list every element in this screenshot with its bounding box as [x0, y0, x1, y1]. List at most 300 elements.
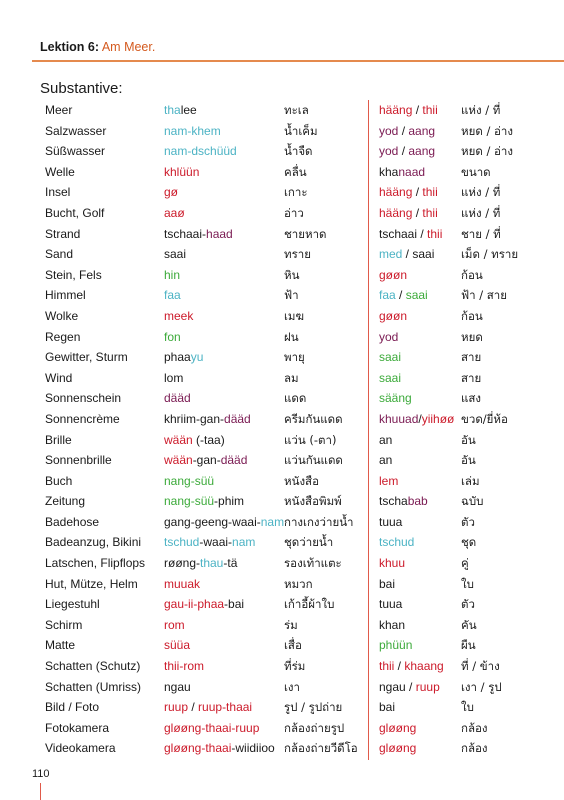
german-word: Latschen, Flipflops [45, 556, 146, 571]
thai-classifier: อัน [461, 453, 476, 468]
thai-word: รูป / รูปถ่าย [284, 700, 343, 715]
classifier-transliteration-segment: / [412, 205, 423, 220]
thai-classifier: กล้อง [461, 741, 488, 756]
classifier-transliteration-segment: thii [379, 659, 395, 674]
vocab-row [0, 594, 564, 615]
classifier-transliteration [379, 224, 442, 245]
vocab-row [0, 656, 564, 677]
thai-word: เก้าอี้ผ้าใบ [284, 597, 335, 612]
transliteration-segment: nang-süü [164, 473, 215, 488]
german-word: Schatten (Umriss) [45, 679, 142, 694]
thai-word: ทะเล [284, 103, 309, 117]
vocab-row [0, 347, 564, 368]
transliteration-segment: phaa [164, 350, 191, 365]
german-word: Liegestuhl [45, 597, 100, 612]
thai-classifier: ก้อน [461, 308, 483, 323]
vocab-row [0, 635, 564, 656]
transliteration-segment: thau [200, 556, 224, 571]
classifier-transliteration-segment: bai [379, 700, 396, 715]
transliteration-segment: ngau [164, 679, 191, 694]
transliteration-segment: røøng- [164, 556, 200, 571]
german-word: Brille [45, 432, 72, 447]
classifier-transliteration [379, 368, 401, 389]
thai-word: อ่าว [284, 205, 304, 220]
vocab-row [0, 491, 564, 512]
transliteration-segment: tha [164, 103, 181, 117]
classifier-transliteration [379, 430, 392, 451]
thai-classifier: ผืน [461, 638, 476, 653]
transliteration [164, 224, 233, 245]
transliteration-segment: -wiidiioo [231, 741, 275, 756]
german-word: Schirm [45, 617, 83, 632]
classifier-transliteration [379, 471, 398, 492]
classifier-transliteration-segment: faa [379, 288, 396, 303]
classifier-transliteration [379, 615, 405, 636]
classifier-transliteration-segment: bai [379, 576, 396, 591]
transliteration-segment: nam [232, 535, 256, 550]
thai-classifier: ขวด/ยี่ห้อ [461, 411, 508, 426]
thai-classifier: เงา / รูป [461, 679, 502, 694]
transliteration-segment: muuak [164, 576, 201, 591]
thai-word: ชายหาด [284, 226, 327, 241]
classifier-transliteration [379, 656, 444, 677]
vocab-row [0, 182, 564, 203]
section-title: Substantive: [40, 80, 123, 97]
transliteration-segment: - [199, 535, 204, 550]
thai-classifier: ขนาด [461, 164, 491, 179]
classifier-transliteration-segment: khuu [379, 556, 406, 571]
classifier-transliteration-segment: bab [407, 494, 428, 509]
thai-classifier: เล่ม [461, 473, 480, 488]
transliteration-segment: süüa [164, 638, 191, 653]
classifier-transliteration-segment: an [379, 432, 393, 447]
transliteration [164, 368, 183, 389]
classifier-transliteration [379, 553, 405, 574]
transliteration [164, 265, 180, 286]
classifier-transliteration-segment: tschaai [379, 226, 418, 241]
thai-classifier: ชุด [461, 535, 477, 550]
thai-word: คลื่น [284, 164, 307, 179]
classifier-transliteration-segment: saai [405, 288, 428, 303]
transliteration-segment: lom [164, 370, 184, 385]
vocab-row [0, 306, 564, 327]
german-word: Wolke [45, 308, 79, 323]
thai-word: ทราย [284, 247, 311, 262]
thai-classifier: สาย [461, 350, 482, 365]
thai-classifier: ใบ [461, 700, 474, 715]
thai-word: แดด [284, 391, 307, 406]
transliteration-segment: waai- [232, 514, 261, 529]
thai-classifier: ตัว [461, 597, 475, 612]
classifier-transliteration-segment: / [412, 103, 423, 117]
vocab-row [0, 368, 564, 389]
transliteration-segment: faa [164, 288, 181, 303]
thai-word: เกาะ [284, 185, 308, 200]
transliteration-segment: nam [260, 514, 285, 529]
transliteration-segment: ruup-thaai [198, 700, 253, 715]
thai-word: กล้องถ่ายวีดีโอ [284, 741, 358, 756]
transliteration-segment: gang-geeng- [164, 514, 233, 529]
transliteration [164, 244, 186, 265]
thai-classifier: ตัว [461, 514, 475, 529]
classifier-transliteration [379, 203, 438, 224]
classifier-transliteration-segment: yod [379, 144, 399, 159]
vocab-row [0, 450, 564, 471]
classifier-transliteration-segment: thii [422, 103, 438, 117]
classifier-transliteration [379, 141, 435, 162]
thai-word: กางเกงว่ายน้ำ [284, 514, 354, 529]
transliteration [164, 697, 252, 718]
thai-classifier: แสง [461, 391, 482, 406]
classifier-transliteration [379, 574, 395, 595]
transliteration-segment: -gan- [192, 453, 221, 468]
classifier-transliteration-segment: sääng [379, 391, 412, 406]
classifier-transliteration-segment: tschud [379, 535, 415, 550]
german-word: Süßwasser [45, 144, 106, 159]
thai-classifier: อัน [461, 432, 476, 447]
thai-classifier: เม็ด / ทราย [461, 247, 519, 262]
vocab-row [0, 471, 564, 492]
transliteration [164, 738, 275, 759]
transliteration-segment: khlüün [164, 164, 200, 179]
classifier-transliteration-segment: gløøng [379, 720, 417, 735]
classifier-transliteration [379, 388, 412, 409]
thai-word: แว่นกันแดด [284, 453, 343, 468]
vocab-row [0, 224, 564, 245]
classifier-transliteration-segment: / [417, 226, 428, 241]
classifier-transliteration [379, 512, 402, 533]
thai-classifier: คัน [461, 617, 477, 632]
classifier-transliteration-segment: / [412, 185, 423, 200]
classifier-transliteration-segment: hääng [379, 205, 413, 220]
thai-word: หนังสือพิมพ์ [284, 494, 342, 509]
thai-classifier: หยด / อ่าง [461, 123, 513, 138]
german-word: Gewitter, Sturm [45, 350, 128, 365]
thai-word: เงา [284, 679, 301, 694]
classifier-transliteration [379, 121, 435, 142]
classifier-transliteration-segment: med [379, 247, 403, 262]
classifier-transliteration [379, 265, 407, 286]
transliteration [164, 347, 203, 368]
thai-word: ฟ้า [284, 288, 299, 303]
transliteration-segment: haad [206, 226, 233, 241]
vocab-row [0, 718, 564, 739]
classifier-transliteration [379, 409, 454, 430]
german-word: Bucht, Golf [45, 205, 105, 220]
classifier-transliteration-segment: khan [379, 617, 406, 632]
classifier-transliteration [379, 100, 438, 121]
transliteration-segment: gau-ii-phaa [164, 597, 225, 612]
classifier-transliteration-segment: khuuad [379, 411, 419, 426]
classifier-transliteration-segment: thii [422, 185, 438, 200]
classifier-transliteration-segment: ruup [415, 679, 440, 694]
classifier-transliteration-segment: / [395, 288, 406, 303]
thai-word: เสื่อ [284, 638, 302, 653]
german-word: Zeitung [45, 494, 86, 509]
transliteration [164, 512, 284, 533]
vocab-row [0, 553, 564, 574]
transliteration-segment: gløøng-thaai [164, 741, 232, 756]
german-word: Insel [45, 185, 71, 200]
vocab-row [0, 677, 564, 698]
classifier-transliteration-segment: / [398, 123, 409, 138]
transliteration-segment: tschaai- [164, 226, 207, 241]
classifier-transliteration-segment: thii [422, 205, 438, 220]
transliteration [164, 388, 191, 409]
classifier-transliteration-segment: tscha [379, 494, 408, 509]
thai-classifier: คู่ [461, 556, 469, 571]
transliteration-segment: lee [180, 103, 197, 117]
transliteration-segment: dääd [220, 453, 248, 468]
transliteration-segment: gløøng-thaai-ruup [164, 720, 260, 735]
thai-word: น้ำเค็ม [284, 123, 318, 138]
german-word: Hut, Mütze, Helm [45, 576, 138, 591]
transliteration-segment: -bai [224, 597, 245, 612]
german-word: Sand [45, 247, 74, 262]
german-word: Wind [45, 370, 73, 385]
classifier-transliteration-segment: naad [398, 164, 426, 179]
vocab-row [0, 615, 564, 636]
classifier-transliteration [379, 491, 428, 512]
german-word: Stein, Fels [45, 267, 102, 282]
german-word: Regen [45, 329, 81, 344]
transliteration [164, 594, 244, 615]
vocab-row [0, 100, 564, 121]
classifier-transliteration-segment: aang [408, 144, 436, 159]
thai-classifier: ก้อน [461, 267, 483, 282]
vocab-row [0, 512, 564, 533]
thai-word: เมฆ [284, 308, 305, 323]
vocab-row [0, 162, 564, 183]
classifier-transliteration-segment: gøøn [379, 267, 408, 282]
transliteration [164, 203, 185, 224]
transliteration [164, 532, 255, 553]
transliteration-segment: (-taa) [192, 432, 225, 447]
page-number: 110 [32, 768, 50, 780]
classifier-transliteration-segment: phüün [379, 638, 413, 653]
german-word: Meer [45, 103, 73, 117]
transliteration-segment: waai- [203, 535, 233, 550]
transliteration-segment: nam-khem [164, 123, 221, 138]
german-word: Welle [45, 164, 75, 179]
classifier-transliteration-segment: hääng [379, 185, 413, 200]
transliteration [164, 430, 225, 451]
transliteration [164, 409, 251, 430]
classifier-transliteration-segment: yod [379, 329, 399, 344]
german-word: Sonnenschein [45, 391, 122, 406]
classifier-transliteration-segment: yiihøø [421, 411, 455, 426]
thai-word: พายุ [284, 350, 305, 365]
classifier-transliteration [379, 718, 416, 739]
vocab-row [0, 141, 564, 162]
classifier-transliteration [379, 285, 428, 306]
classifier-transliteration-segment: / [398, 144, 409, 159]
classifier-transliteration [379, 697, 395, 718]
transliteration-segment: / [188, 700, 199, 715]
classifier-transliteration-segment: / [405, 679, 416, 694]
vocab-row [0, 738, 564, 759]
thai-word: ชุดว่ายน้ำ [284, 535, 334, 550]
lesson-title: Am Meer. [101, 40, 156, 54]
thai-word: หิน [284, 267, 300, 282]
thai-classifier: แห่ง / ที่ [461, 205, 501, 220]
transliteration-segment: gø [164, 185, 179, 200]
transliteration [164, 141, 237, 162]
transliteration [164, 615, 185, 636]
classifier-transliteration-segment: khaang [404, 659, 444, 674]
vocab-row [0, 203, 564, 224]
german-word: Fotokamera [45, 720, 110, 735]
thai-word: แว่น (-ตา) [284, 432, 337, 447]
transliteration-segment: khriim-gan- [164, 411, 225, 426]
classifier-transliteration-segment: thii [427, 226, 443, 241]
classifier-transliteration-segment: saai [379, 350, 402, 365]
thai-classifier: ใบ [461, 576, 474, 591]
thai-word: หมวก [284, 576, 313, 591]
german-word: Sonnencrème [45, 411, 120, 426]
classifier-transliteration-segment: saai [379, 370, 402, 385]
lesson-header [40, 40, 155, 54]
classifier-transliteration [379, 306, 407, 327]
vocab-row [0, 409, 564, 430]
transliteration [164, 450, 247, 471]
german-word: Videokamera [45, 741, 116, 756]
thai-classifier: ชาย / ที่ [461, 226, 501, 241]
transliteration-segment: saai [164, 247, 187, 262]
classifier-transliteration-segment: / [394, 659, 405, 674]
transliteration [164, 327, 181, 348]
classifier-transliteration [379, 450, 392, 471]
classifier-transliteration [379, 738, 416, 759]
german-word: Salzwasser [45, 123, 107, 138]
transliteration-segment: fon [164, 329, 181, 344]
classifier-transliteration [379, 532, 414, 553]
transliteration [164, 121, 221, 142]
classifier-transliteration [379, 182, 438, 203]
classifier-transliteration-segment: / saai [402, 247, 435, 262]
thai-classifier: ฟ้า / สาย [461, 288, 507, 303]
transliteration-segment: thii-rom [164, 659, 205, 674]
vocab-row [0, 697, 564, 718]
german-word: Himmel [45, 288, 86, 303]
transliteration [164, 553, 237, 574]
german-word: Badehose [45, 514, 100, 529]
transliteration-segment: tschud [164, 535, 200, 550]
classifier-transliteration-segment: hääng [379, 103, 413, 117]
transliteration-segment: nam-dschüüd [164, 144, 237, 159]
transliteration [164, 635, 190, 656]
thai-word: กล้องถ่ายรูป [284, 720, 345, 735]
classifier-transliteration-segment: tuua [379, 597, 403, 612]
vocab-row [0, 327, 564, 348]
vocabulary-table [0, 100, 564, 759]
transliteration-segment: ruup [164, 700, 189, 715]
vocab-row [0, 265, 564, 286]
transliteration [164, 182, 178, 203]
transliteration-segment: meek [164, 308, 194, 323]
transliteration-segment: rom [164, 617, 185, 632]
classifier-transliteration-segment: lem [379, 473, 399, 488]
transliteration-segment: dääd [164, 391, 191, 406]
german-word: Matte [45, 638, 76, 653]
transliteration [164, 471, 214, 492]
thai-word: ที่ร่ม [284, 659, 306, 674]
classifier-transliteration [379, 327, 398, 348]
thai-classifier: ที่ / ข้าง [461, 659, 500, 674]
thai-word: ร่ม [284, 617, 298, 632]
thai-classifier: ฉบับ [461, 494, 484, 509]
transliteration-segment: nang-süü [164, 494, 215, 509]
transliteration-segment: wään [164, 453, 193, 468]
vocab-row [0, 574, 564, 595]
vocab-row [0, 532, 564, 553]
thai-classifier: หยด / อ่าง [461, 144, 513, 159]
transliteration-segment: hin [164, 267, 181, 282]
german-word: Schatten (Schutz) [45, 659, 141, 674]
transliteration-segment: yu [190, 350, 204, 365]
thai-word: รองเท้าแตะ [284, 556, 342, 571]
footer-rule [40, 783, 41, 800]
transliteration-segment: aaø [164, 205, 185, 220]
vocab-row [0, 388, 564, 409]
lesson-label: Lektion 6: [40, 40, 100, 54]
transliteration-segment: -tä [223, 556, 238, 571]
transliteration [164, 656, 204, 677]
transliteration [164, 100, 197, 121]
german-word: Sonnenbrille [45, 453, 112, 468]
classifier-transliteration-segment: yod [379, 123, 399, 138]
vocab-row [0, 285, 564, 306]
transliteration-segment: -phim [214, 494, 245, 509]
classifier-transliteration-segment: ngau [379, 679, 406, 694]
classifier-transliteration [379, 162, 425, 183]
transliteration [164, 306, 193, 327]
classifier-transliteration-segment: aang [408, 123, 436, 138]
thai-word: ฝน [284, 329, 299, 344]
german-word: Strand [45, 226, 81, 241]
thai-classifier: สาย [461, 370, 482, 385]
german-word: Badeanzug, Bikini [45, 535, 142, 550]
german-word: Buch [45, 473, 73, 488]
thai-classifier: กล้อง [461, 720, 488, 735]
transliteration [164, 718, 259, 739]
transliteration [164, 677, 191, 698]
classifier-transliteration [379, 244, 434, 265]
header-rule [32, 60, 564, 62]
classifier-transliteration-segment: gøøn [379, 308, 408, 323]
vocab-row [0, 430, 564, 451]
classifier-transliteration [379, 635, 412, 656]
classifier-transliteration-segment: / [418, 411, 422, 426]
thai-word: น้ำจืด [284, 144, 313, 159]
vocab-row [0, 121, 564, 142]
thai-word: ลม [284, 370, 299, 385]
classifier-transliteration [379, 594, 402, 615]
thai-word: ครีมกันแดด [284, 411, 343, 426]
thai-classifier: แห่ง / ที่ [461, 185, 501, 200]
classifier-transliteration [379, 347, 401, 368]
classifier-transliteration-segment: gløøng [379, 741, 417, 756]
transliteration [164, 574, 200, 595]
thai-classifier: หยด [461, 329, 483, 344]
transliteration [164, 162, 199, 183]
thai-word: หนังสือ [284, 473, 319, 488]
transliteration [164, 285, 181, 306]
transliteration-segment: dääd [224, 411, 251, 426]
thai-classifier: แห่ง / ที่ [461, 103, 501, 117]
classifier-transliteration [379, 677, 440, 698]
classifier-transliteration-segment: tuua [379, 514, 403, 529]
